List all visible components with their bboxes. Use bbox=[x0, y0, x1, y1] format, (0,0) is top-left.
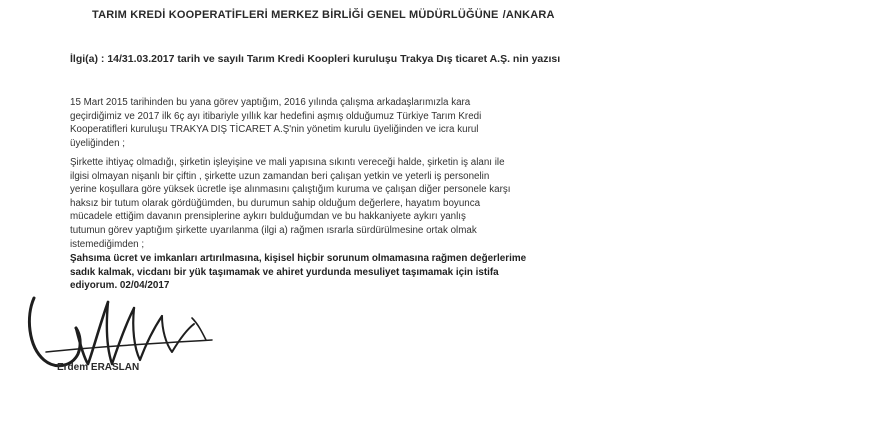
paragraph-line: ilgisi olmayan nişanlı bir çiftin , şirkette uzun zamandan beri çalışan yetkin ve yeterli iş personelin bbox=[70, 170, 490, 182]
subject-reference: İlgi(a) : 14/31.03.2017 tarih ve sayılı Tarım Kredi Koopleri kuruluşu Trakya Dış ticaret A.Ş. nin yazısı bbox=[70, 53, 561, 65]
paragraph-line: yerine koşullara göre yüksek ücretle işe alınmasını çalıştığım kuruma ve çalışan diğer personele karşı bbox=[70, 184, 511, 196]
paragraph-line: tutumun görev yaptığım şirkette uyarılanma (ilgi a) rağmen ısrarla sürdürülmesine ortak olmak bbox=[70, 224, 477, 236]
paragraph-line: Şirkette ihtiyaç olmadığı, şirketin işleyişine ve mali yapısına sıkıntı vereceği halde, şirketin iş alanı ile bbox=[70, 157, 505, 168]
paragraph-line: üyeliğinden ; bbox=[70, 137, 126, 149]
paragraph-tenure bbox=[70, 96, 840, 150]
paragraph-line: istemediğimden ; bbox=[70, 238, 145, 250]
paragraph-line: mücadele ettiğim davanın prensiplerine aykırı bulduğumdan ve bu hakkaniyete aykırı yanlış bbox=[70, 211, 466, 223]
signer-name: Erdem ERASLAN bbox=[57, 362, 140, 373]
paragraph-line: Şahsıma ücret ve imkanları artırılmasına, kişisel hiçbir sorunum olmamasına rağmen değerlerime bbox=[70, 253, 527, 264]
paragraph-resignation bbox=[70, 252, 840, 293]
paragraph-line: Kooperatifleri kuruluşu TRAKYA DIŞ TİCARET A.Ş'nin yönetim kurulu üyeliğinden ve icra kurul bbox=[70, 124, 479, 136]
paragraph-line: 15 Mart 2015 tarihinden bu yana görev yaptığım, 2016 yılında çalışma arkadaşlarımızla kara bbox=[70, 97, 471, 108]
recipient-heading bbox=[92, 9, 772, 21]
paragraph-line: ediyorum. 02/04/2017 bbox=[70, 280, 170, 292]
paragraph-line: geçirdiğimiz ve 2017 ilk 6ç ayı itibariyle yıllık kar hedefini aşmış olduğumuz Türkiye Tarım Kredi bbox=[70, 110, 482, 122]
recipient-name: TARIM KREDİ KOOPERATİFLERİ MERKEZ BİRLİĞİ GENEL MÜDÜRLÜĞÜNE bbox=[92, 9, 499, 21]
paragraph-line: haksız bir tutum olarak gördüğümden, bu durumun sahip olduğum değerlere, hayatım boyunca bbox=[70, 197, 481, 209]
recipient-city: /ANKARA bbox=[502, 9, 555, 21]
paragraph-line: sadık kalmak, vicdanı bir yük taşımamak ve ahiret yurdunda mesuliyet taşımamak için istifa bbox=[70, 266, 499, 278]
paragraph-reasons bbox=[70, 156, 840, 251]
